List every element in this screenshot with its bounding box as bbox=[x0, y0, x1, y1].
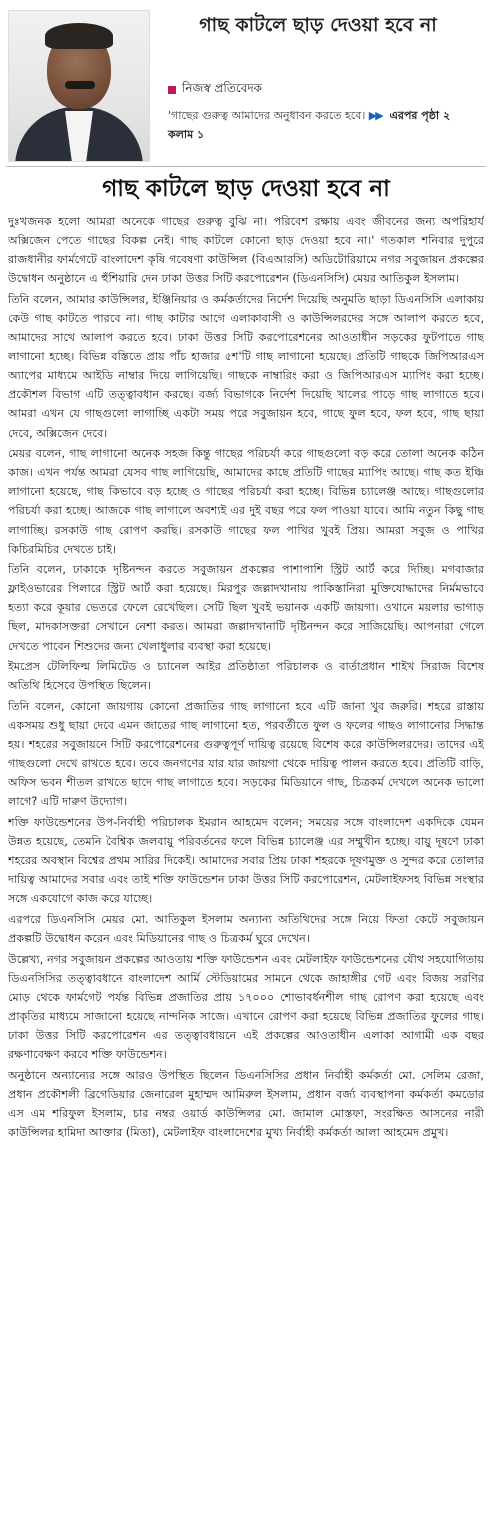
article-paragraph: মেয়র বলেন, গাছ লাগানো অনেক সহজ কিন্তু গাছের পরিচর্যা করে গাছগুলো বড় করে তোলা অনেক কঠিন কাজ। এখন পর্যন্ত আমরা যেসব গাছ লাগিয়েছি, আমাদের কাছে প্রতিটি গাছের ম্যাপিং আছে। গাছ কত ইঞ্চি লাগানো হয়েছে, গাছ কিভাবে বড় হচ্ছে ও গাছের পরিচর্যা করা হচ্ছে। বিভিন্ন চ্যালেঞ্জ আছে। গাছগুলোর পরিচর্যা করা হচ্ছে। আজকে গাছ লাগালে অবশ্যই এর দুই বছর পরে ফল পাওয়া যাবে। আমি নতুন কিছু গাছ লাগাচ্ছি। রসকাউ গাছ রোপণ করছি। রসকাউ গাছের ফল পাখির খুবই প্রিয়। আমরা সবুজ ও পাখির কিচিরমিচির দেখতে চাই। bbox=[8, 447, 484, 556]
portrait-mustache bbox=[65, 81, 95, 89]
header-divider bbox=[6, 166, 486, 167]
article-paragraph: অনুষ্ঠানে অন্যান্যের সঙ্গে আরও উপস্থিত ছিলেন ডিএনসিসির প্রধান নির্বাহী কর্মকর্তা মো. সেলিম রেজা, প্রধান প্রকৌশলী ব্রিগেডিয়ার জেনারেল মুহাম্মদ আমিরুল ইসলাম, প্রধান বর্জ্য ব্যবস্থাপনা কর্মকর্তা কমডোর এস এম শরিফুল ইসলাম, চার নম্বর ওয়ার্ড কাউন্সিলর মো. জামাল মোস্তফা, সংরক্ষিত আসনের নারী কাউন্সিলর হামিদা আক্তার (মিতা), মেটলাইফ বাংলাদেশের মুখ্য নির্বাহী কর্মকর্তা আলা আহমেদ প্রমুখ। bbox=[8, 1068, 484, 1139]
article-paragraph: এরপরে ডিএনসিসি মেয়র মো. আতিকুল ইসলাম অন্যান্য অতিথিদের সঙ্গে নিয়ে ফিতা কেটে সবুজায়ন প্রকল্পটি উদ্বোধন করেন এবং মিডিয়ানের গাছ ও চিত্রকর্ম ঘুরে দেখেন। bbox=[8, 912, 484, 945]
article-paragraph: তিনি বলেন, আমার কাউন্সিলর, ইঞ্জিনিয়ার ও কর্মকর্তাদের নির্দেশ দিয়েছি অনুমতি ছাড়া ডিএনসিসি এলাকায় কেউ গাছ কাটতে পারবে না। গাছ কাটার আগে এলাকাবাসী ও কাউন্সিলরদের সঙ্গে আলাপ করতে হবে, আমাদের সাথে আলাপ করতে হবে। ঢাকা উত্তর সিটি করপোরেশনের আওতাধীন সড়কের ফুটপাতে গাছ লাগানো হচ্ছে। বিভিন্ন বস্তিতে প্রায় পাঁচ হাজার ৫শ'টি গাছ লাগানো হয়েছে। প্রতিটি গাছকে জিপিআরএস অ্যাপের মাধ্যমে আইডি নাম্বার দিয়ে লাগিয়েছি। গাছকে নাম্বারিং করা ও জিপিআরএস ম্যাপিং করা হচ্ছে। প্রকৌশল বিভাগ এটি তত্ত্বাবধান করছে। বর্জ্য বিভাগকে নির্দেশ দিয়েছি খালের পাড়ে গাছ লাগাতে হবে। আমরা এখন যে গাছগুলো লাগাচ্ছি একটা সময় পরে সবুজায়ন হবে, গাছে ফুল হবে, ফল হবে, গাছ ছায়া দেবে, অক্সিজেন দেবে। bbox=[8, 292, 484, 440]
reporter-name: নিজস্ব প্রতিবেদক bbox=[182, 81, 263, 95]
article-paragraph: তিনি বলেন, কোনো জায়গায় কোনো প্রজাতির গাছ লাগানো হবে এটি জানা খুব জরুরি। শহরে রাস্তায় একসময় শুধু ছায়া দেবে এমন জাতের গাছ লাগানো হত, পরবর্তীতে ফুল ও ফলের গাছও লাগানোর সিদ্ধান্ত হয়। শহরের সবুজায়নে সিটি করপোরেশনের গুরুত্বপূর্ণ দায়িত্ব রয়েছে বিশেষ করে কাউন্সিলরদের। তাদের এই গাছগুলো দেখে রাখতে হবে। তবে জনগণের যার যার জায়গা থেকে দায়িত্ব পালন করতে হবে। প্রতিটি বাড়ি, অফিস ভবন শীতল রাখতে ছাদে গাছ লাগাতে হবে। সড়কের মিডিয়ানে গাছ, চিত্রকর্ম দেখলে অনেক ভালো লাগে? এটি দারুণ উদ্যোগ। bbox=[8, 699, 484, 809]
article-title: গাছ কাটলে ছাড় দেওয়া হবে না bbox=[102, 175, 390, 202]
article-paragraph: দুঃখজনক হলো আমরা অনেকে গাছের গুরুত্ব বুঝি না। পরিবেশ রক্ষায় এবং জীবনের জন্য অপরিহার্য অক্সিজেন পেতে গাছের বিকল্প নেই। গাছ কাটলে কোনো ছাড় দেওয়া হবে না।' গতকাল শনিবার দুপুরে রাজধানীর ফার্মগেটে বাংলাদেশ কৃষি গবেষণা কাউন্সিল (বিএআরসি) অডিটোরিয়ামে নগর সবুজায়ন প্রকল্পের উদ্বোধন অনুষ্ঠানে এ হুঁশিয়ারি দেন ঢাকা উত্তর সিটি করপোরেশন (ডিএনসিসি) মেয়র আতিকুল ইসলাম। bbox=[8, 215, 484, 286]
byline-marker-icon bbox=[168, 86, 176, 94]
article-paragraph: ইমপ্রেস টেলিফিল্ম লিমিটেড ও চ্যানেল আইর প্রতিষ্ঠাতা পরিচালক ও বার্তাপ্রধান শাইখ সিরাজ বিশেষ অতিথি হিসেবে উপস্থিত ছিলেন। bbox=[8, 660, 484, 693]
lead-excerpt bbox=[168, 106, 468, 144]
top-headline: গাছ কাটলে ছাড় দেওয়া হবে না bbox=[199, 14, 437, 36]
excerpt-text: 'গাছের গুরুত্ব আমাদের অনুধাবন করতে হবে। bbox=[168, 109, 366, 122]
article-body bbox=[8, 212, 484, 1534]
header-section bbox=[0, 0, 492, 172]
article-paragraph: শক্তি ফাউন্ডেশনের উপ-নির্বাহী পরিচালক ইমরান আহমেদ বলেন; সময়ের সঙ্গে বাংলাদেশ একদিকে যেমন উন্নত হয়েছে, তেমনি বৈশ্বিক জলবায়ু পরিবর্তনের ফলে বিভিন্ন চ্যালেঞ্জ এর সম্মুখীন হচ্ছে। বায়ু দূষণে ঢাকা শহরের অবস্থান বিশ্বের প্রথম সারির দিকেই। আমাদের সবার প্রিয় ঢাকা শহরকে দূষণমুক্ত ও সুন্দর করে তোলার দায়িত্ব আমাদের সবার এবং তাই শক্তি ফাউন্ডেশন ঢাকা উত্তর সিটি করপোরেশন, মেটলাইফসহ বিভিন্ন সংস্থার সঙ্গে একযোগে কাজ করে যাচ্ছে। bbox=[8, 815, 484, 906]
top-headline-block bbox=[168, 10, 468, 40]
mayor-portrait-photo bbox=[8, 10, 150, 162]
portrait-hair bbox=[45, 23, 113, 49]
article-paragraph: উল্লেখ্য, নগর সবুজায়ন প্রকল্পের আওতায় শক্তি ফাউন্ডেশন এবং মেটলাইফ ফাউন্ডেশনের যৌথ সহযোগিতায় ডিএনসিসির তত্ত্বাবধানে বাংলাদেশ আর্মি স্টেডিয়ামের সামনে থেকে জাহাঙ্গীর গেট এবং বিজয় সরণির মোড় থেকে ফার্মগেট পর্যন্ত বিভিন্ন প্রজাতির প্রায় ১৭০০০ শোভাবর্ধনশীল গাছ রোপণ করা হয়েছে এবং প্রাকৃতির মাধ্যমে সাজানো হয়েছে নান্দনিক সাজে। এখানে রোপণ করা হয়েছে বিভিন্ন প্রজাতির ফুলের গাছ। ঢাকা উত্তর সিটি করপোরেশন এর তত্ত্বাবধায়নে এই প্রকল্পের আওতাধীন এলাকা আগামী এক বছর রক্ষণাবেক্ষণ করবে শক্তি ফাউন্ডেশন। bbox=[8, 952, 484, 1062]
article-paragraph: তিনি বলেন, ঢাকাকে দৃষ্টিনন্দন করতে সবুজায়ন প্রকল্পের পাশাপাশি স্ট্রিট আর্ট করে দিচ্ছি। মগবাজার ফ্লাইওভারের পিলারে স্ট্রিট আর্ট করা হয়েছে। মিরপুর জল্লাদখানায় পাকিস্তানিরা মুক্তিযোদ্ধাদের নির্মমভাবে হত্যা করে কূয়ার ভেতরে ফেলে রেখেছিল। সেটি ছিল খুবই ভয়ানক একটি জায়গা। ওখানে ময়লার ভাগাড় ছিল, মাদকাসক্তরা সেখানে নেশা করত। আমরা জল্লাদখানাটি দৃষ্টিনন্দন করে সাজিয়েছি। আপনারা গেলে দেখতে পাবেন শিশুদের জন্য খেলাধুলার ব্যবস্থা করা হয়েছে। bbox=[8, 563, 484, 653]
double-arrow-icon: ▶▶ bbox=[368, 109, 382, 122]
reporter-byline bbox=[168, 80, 262, 100]
continuation-text: এরপর পৃষ্ঠা ২ কলাম ১ bbox=[168, 109, 451, 141]
